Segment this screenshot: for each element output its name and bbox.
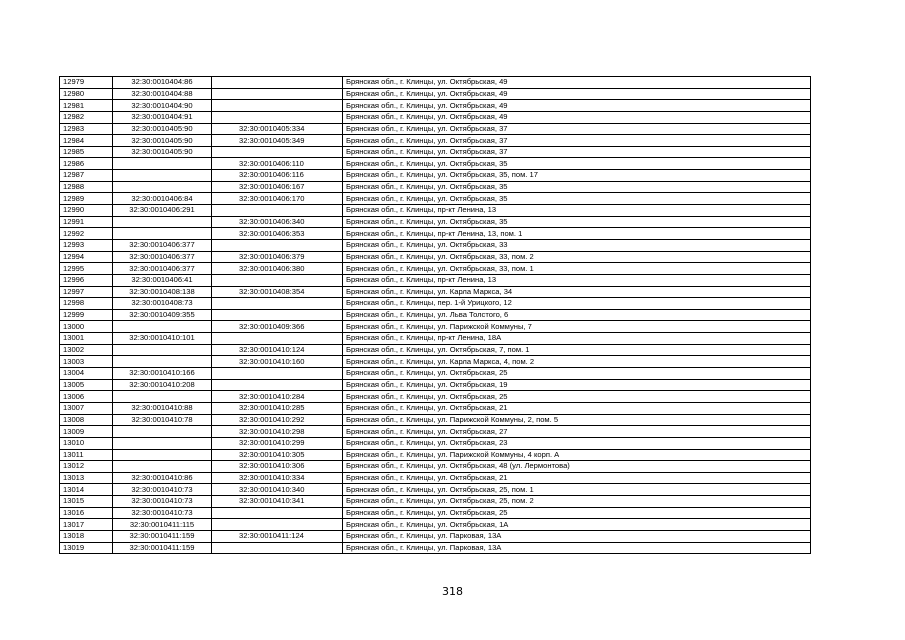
linked-cadastral-number-cell: 32:30:0010406:379 (212, 251, 343, 263)
address-cell: Брянская обл., г. Клинцы, ул. Октябрьская, 37 (343, 123, 811, 135)
table-row (60, 484, 811, 496)
linked-cadastral-number-cell: 32:30:0010411:124 (212, 530, 343, 542)
row-number-cell: 13016 (60, 507, 113, 519)
linked-cadastral-number-cell (212, 274, 343, 286)
linked-cadastral-number-cell (212, 507, 343, 519)
cadastral-number-cell: 32:30:0010410:86 (113, 472, 212, 484)
linked-cadastral-number-cell: 32:30:0010410:292 (212, 414, 343, 426)
property-registry-table (59, 76, 811, 554)
linked-cadastral-number-cell: 32:30:0010410:334 (212, 472, 343, 484)
cadastral-number-cell: 32:30:0010410:73 (113, 484, 212, 496)
cadastral-number-cell: 32:30:0010406:377 (113, 251, 212, 263)
table-row (60, 77, 811, 89)
linked-cadastral-number-cell (212, 111, 343, 123)
row-number-cell: 13015 (60, 496, 113, 508)
cadastral-number-cell: 32:30:0010406:84 (113, 193, 212, 205)
address-cell: Брянская обл., г. Клинцы, ул. Октябрьская, 48 (ул. Лермонтова) (343, 461, 811, 473)
linked-cadastral-number-cell (212, 77, 343, 89)
row-number-cell: 13006 (60, 391, 113, 403)
address-cell: Брянская обл., г. Клинцы, ул. Октябрьская, 33, пом. 1 (343, 263, 811, 275)
linked-cadastral-number-cell: 32:30:0010410:299 (212, 437, 343, 449)
cadastral-number-cell (113, 356, 212, 368)
address-cell: Брянская обл., г. Клинцы, ул. Октябрьская, 35 (343, 181, 811, 193)
cadastral-number-cell (113, 391, 212, 403)
address-cell: Брянская обл., г. Клинцы, ул. Октябрьская, 21 (343, 472, 811, 484)
row-number-cell: 13000 (60, 321, 113, 333)
table-row (60, 146, 811, 158)
row-number-cell: 12999 (60, 309, 113, 321)
linked-cadastral-number-cell: 32:30:0010406:116 (212, 170, 343, 182)
table-row (60, 356, 811, 368)
row-number-cell: 13010 (60, 437, 113, 449)
linked-cadastral-number-cell: 32:30:0010410:285 (212, 402, 343, 414)
linked-cadastral-number-cell (212, 519, 343, 531)
table-row (60, 496, 811, 508)
address-cell: Брянская обл., г. Клинцы, ул. Октябрьская, 35 (343, 216, 811, 228)
cadastral-number-cell (113, 461, 212, 473)
row-number-cell: 12980 (60, 88, 113, 100)
cadastral-number-cell: 32:30:0010410:88 (113, 402, 212, 414)
table-row (60, 530, 811, 542)
address-cell: Брянская обл., г. Клинцы, пр-кт Ленина, 13 (343, 205, 811, 217)
table-row (60, 228, 811, 240)
registry-table-body (60, 77, 811, 554)
row-number-cell: 12987 (60, 170, 113, 182)
cadastral-number-cell: 32:30:0010406:291 (113, 205, 212, 217)
row-number-cell: 12988 (60, 181, 113, 193)
row-number-cell: 12985 (60, 146, 113, 158)
address-cell: Брянская обл., г. Клинцы, ул. Октябрьская, 1А (343, 519, 811, 531)
address-cell: Брянская обл., г. Клинцы, пр-кт Ленина, 13 (343, 274, 811, 286)
address-cell: Брянская обл., г. Клинцы, ул. Октябрьская, 25 (343, 368, 811, 380)
row-number-cell: 12993 (60, 239, 113, 251)
row-number-cell: 12997 (60, 286, 113, 298)
cadastral-number-cell: 32:30:0010405:90 (113, 135, 212, 147)
address-cell: Брянская обл., г. Клинцы, пр-кт Ленина, 13, пом. 1 (343, 228, 811, 240)
address-cell: Брянская обл., г. Клинцы, ул. Октябрьская, 35 (343, 158, 811, 170)
linked-cadastral-number-cell (212, 205, 343, 217)
row-number-cell: 12995 (60, 263, 113, 275)
row-number-cell: 13004 (60, 368, 113, 380)
address-cell: Брянская обл., г. Клинцы, ул. Октябрьская, 7, пом. 1 (343, 344, 811, 356)
cadastral-number-cell: 32:30:0010411:159 (113, 530, 212, 542)
row-number-cell: 13002 (60, 344, 113, 356)
table-row (60, 391, 811, 403)
address-cell: Брянская обл., г. Клинцы, ул. Октябрьская, 37 (343, 146, 811, 158)
cadastral-number-cell: 32:30:0010404:88 (113, 88, 212, 100)
linked-cadastral-number-cell: 32:30:0010410:341 (212, 496, 343, 508)
cadastral-number-cell: 32:30:0010410:73 (113, 507, 212, 519)
linked-cadastral-number-cell: 32:30:0010406:353 (212, 228, 343, 240)
page-number: 318 (442, 585, 463, 598)
row-number-cell: 13011 (60, 449, 113, 461)
cadastral-number-cell: 32:30:0010410:78 (113, 414, 212, 426)
cadastral-number-cell: 32:30:0010404:86 (113, 77, 212, 89)
table-row (60, 216, 811, 228)
address-cell: Брянская обл., г. Клинцы, ул. Октябрьская, 33, пом. 2 (343, 251, 811, 263)
address-cell: Брянская обл., г. Клинцы, ул. Октябрьская, 25 (343, 507, 811, 519)
table-row (60, 472, 811, 484)
address-cell: Брянская обл., г. Клинцы, ул. Октябрьская, 23 (343, 437, 811, 449)
table-row (60, 158, 811, 170)
address-cell: Брянская обл., г. Клинцы, пер. 1-й Урицкого, 12 (343, 298, 811, 310)
row-number-cell: 12992 (60, 228, 113, 240)
table-row (60, 239, 811, 251)
linked-cadastral-number-cell: 32:30:0010406:380 (212, 263, 343, 275)
address-cell: Брянская обл., г. Клинцы, ул. Октябрьская, 25, пом. 1 (343, 484, 811, 496)
address-cell: Брянская обл., г. Клинцы, ул. Октябрьская, 49 (343, 111, 811, 123)
linked-cadastral-number-cell (212, 333, 343, 345)
address-cell: Брянская обл., г. Клинцы, ул. Октябрьская, 49 (343, 88, 811, 100)
cadastral-number-cell: 32:30:0010408:138 (113, 286, 212, 298)
cadastral-number-cell: 32:30:0010406:41 (113, 274, 212, 286)
cadastral-number-cell: 32:30:0010411:159 (113, 542, 212, 554)
table-row (60, 251, 811, 263)
cadastral-number-cell (113, 437, 212, 449)
cadastral-number-cell (113, 216, 212, 228)
linked-cadastral-number-cell: 32:30:0010409:366 (212, 321, 343, 333)
cadastral-number-cell: 32:30:0010404:90 (113, 100, 212, 112)
table-row (60, 507, 811, 519)
linked-cadastral-number-cell: 32:30:0010410:284 (212, 391, 343, 403)
table-row (60, 449, 811, 461)
linked-cadastral-number-cell: 32:30:0010405:334 (212, 123, 343, 135)
cadastral-number-cell: 32:30:0010410:101 (113, 333, 212, 345)
table-row (60, 542, 811, 554)
row-number-cell: 13007 (60, 402, 113, 414)
row-number-cell: 12983 (60, 123, 113, 135)
address-cell: Брянская обл., г. Клинцы, ул. Октябрьская, 35, пом. 17 (343, 170, 811, 182)
table-row (60, 344, 811, 356)
cadastral-number-cell (113, 426, 212, 438)
row-number-cell: 13013 (60, 472, 113, 484)
cadastral-number-cell (113, 344, 212, 356)
cadastral-number-cell (113, 449, 212, 461)
address-cell: Брянская обл., г. Клинцы, ул. Парижской Коммуны, 4 корп. А (343, 449, 811, 461)
address-cell: Брянская обл., г. Клинцы, ул. Октябрьская, 25, пом. 2 (343, 496, 811, 508)
cadastral-number-cell: 32:30:0010409:355 (113, 309, 212, 321)
linked-cadastral-number-cell (212, 239, 343, 251)
table-row (60, 88, 811, 100)
table-row (60, 368, 811, 380)
cadastral-number-cell: 32:30:0010405:90 (113, 146, 212, 158)
row-number-cell: 13005 (60, 379, 113, 391)
cadastral-number-cell: 32:30:0010406:377 (113, 239, 212, 251)
linked-cadastral-number-cell: 32:30:0010410:340 (212, 484, 343, 496)
row-number-cell: 12979 (60, 77, 113, 89)
address-cell: Брянская обл., г. Клинцы, ул. Октябрьская, 27 (343, 426, 811, 438)
row-number-cell: 13008 (60, 414, 113, 426)
row-number-cell: 12989 (60, 193, 113, 205)
table-row (60, 333, 811, 345)
address-cell: Брянская обл., г. Клинцы, ул. Парижской Коммуны, 2, пом. 5 (343, 414, 811, 426)
row-number-cell: 12984 (60, 135, 113, 147)
address-cell: Брянская обл., г. Клинцы, ул. Карла Маркса, 4, пом. 2 (343, 356, 811, 368)
address-cell: Брянская обл., г. Клинцы, ул. Октябрьская, 49 (343, 100, 811, 112)
linked-cadastral-number-cell (212, 542, 343, 554)
linked-cadastral-number-cell (212, 100, 343, 112)
linked-cadastral-number-cell (212, 146, 343, 158)
cadastral-number-cell (113, 228, 212, 240)
row-number-cell: 13018 (60, 530, 113, 542)
address-cell: Брянская обл., г. Клинцы, ул. Октябрьская, 19 (343, 379, 811, 391)
row-number-cell: 12994 (60, 251, 113, 263)
linked-cadastral-number-cell: 32:30:0010406:170 (212, 193, 343, 205)
row-number-cell: 13009 (60, 426, 113, 438)
cadastral-number-cell: 32:30:0010406:377 (113, 263, 212, 275)
row-number-cell: 13017 (60, 519, 113, 531)
linked-cadastral-number-cell (212, 379, 343, 391)
address-cell: Брянская обл., г. Клинцы, ул. Парижской Коммуны, 7 (343, 321, 811, 333)
table-row (60, 437, 811, 449)
cadastral-number-cell (113, 158, 212, 170)
address-cell: Брянская обл., г. Клинцы, пр-кт Ленина, 18А (343, 333, 811, 345)
table-row (60, 170, 811, 182)
address-cell: Брянская обл., г. Клинцы, ул. Октябрьская, 49 (343, 77, 811, 89)
linked-cadastral-number-cell: 32:30:0010405:349 (212, 135, 343, 147)
table-row (60, 321, 811, 333)
row-number-cell: 13019 (60, 542, 113, 554)
address-cell: Брянская обл., г. Клинцы, ул. Парковая, 13А (343, 530, 811, 542)
table-row (60, 181, 811, 193)
table-row (60, 379, 811, 391)
linked-cadastral-number-cell: 32:30:0010410:298 (212, 426, 343, 438)
cadastral-number-cell: 32:30:0010404:91 (113, 111, 212, 123)
row-number-cell: 12990 (60, 205, 113, 217)
address-cell: Брянская обл., г. Клинцы, ул. Парковая, 13А (343, 542, 811, 554)
address-cell: Брянская обл., г. Клинцы, ул. Октябрьская, 21 (343, 402, 811, 414)
table-row (60, 461, 811, 473)
row-number-cell: 12998 (60, 298, 113, 310)
row-number-cell: 12982 (60, 111, 113, 123)
table-row (60, 135, 811, 147)
cadastral-number-cell: 32:30:0010410:166 (113, 368, 212, 380)
table-row (60, 123, 811, 135)
address-cell: Брянская обл., г. Клинцы, ул. Октябрьская, 25 (343, 391, 811, 403)
cadastral-number-cell: 32:30:0010405:90 (113, 123, 212, 135)
table-row (60, 519, 811, 531)
table-row (60, 111, 811, 123)
table-row (60, 298, 811, 310)
linked-cadastral-number-cell (212, 368, 343, 380)
table-row (60, 426, 811, 438)
table-row (60, 402, 811, 414)
cadastral-number-cell: 32:30:0010410:208 (113, 379, 212, 391)
linked-cadastral-number-cell: 32:30:0010410:305 (212, 449, 343, 461)
cadastral-number-cell (113, 170, 212, 182)
linked-cadastral-number-cell: 32:30:0010406:110 (212, 158, 343, 170)
address-cell: Брянская обл., г. Клинцы, ул. Октябрьская, 35 (343, 193, 811, 205)
linked-cadastral-number-cell: 32:30:0010408:354 (212, 286, 343, 298)
address-cell: Брянская обл., г. Клинцы, ул. Октябрьская, 37 (343, 135, 811, 147)
table-row (60, 309, 811, 321)
table-row (60, 100, 811, 112)
cadastral-number-cell (113, 321, 212, 333)
row-number-cell: 12996 (60, 274, 113, 286)
address-cell: Брянская обл., г. Клинцы, ул. Октябрьская, 33 (343, 239, 811, 251)
linked-cadastral-number-cell (212, 88, 343, 100)
linked-cadastral-number-cell: 32:30:0010406:167 (212, 181, 343, 193)
row-number-cell: 13001 (60, 333, 113, 345)
cadastral-number-cell: 32:30:0010411:115 (113, 519, 212, 531)
table-row (60, 193, 811, 205)
address-cell: Брянская обл., г. Клинцы, ул. Льва Толстого, 6 (343, 309, 811, 321)
row-number-cell: 12986 (60, 158, 113, 170)
linked-cadastral-number-cell: 32:30:0010410:124 (212, 344, 343, 356)
table-row (60, 205, 811, 217)
table-row (60, 414, 811, 426)
linked-cadastral-number-cell: 32:30:0010406:340 (212, 216, 343, 228)
row-number-cell: 13003 (60, 356, 113, 368)
address-cell: Брянская обл., г. Клинцы, ул. Карла Маркса, 34 (343, 286, 811, 298)
linked-cadastral-number-cell: 32:30:0010410:306 (212, 461, 343, 473)
cadastral-number-cell: 32:30:0010408:73 (113, 298, 212, 310)
table-row (60, 263, 811, 275)
linked-cadastral-number-cell (212, 309, 343, 321)
row-number-cell: 13012 (60, 461, 113, 473)
table-row (60, 286, 811, 298)
cadastral-number-cell (113, 181, 212, 193)
linked-cadastral-number-cell (212, 298, 343, 310)
linked-cadastral-number-cell: 32:30:0010410:160 (212, 356, 343, 368)
cadastral-number-cell: 32:30:0010410:73 (113, 496, 212, 508)
row-number-cell: 13014 (60, 484, 113, 496)
row-number-cell: 12981 (60, 100, 113, 112)
table-row (60, 274, 811, 286)
row-number-cell: 12991 (60, 216, 113, 228)
